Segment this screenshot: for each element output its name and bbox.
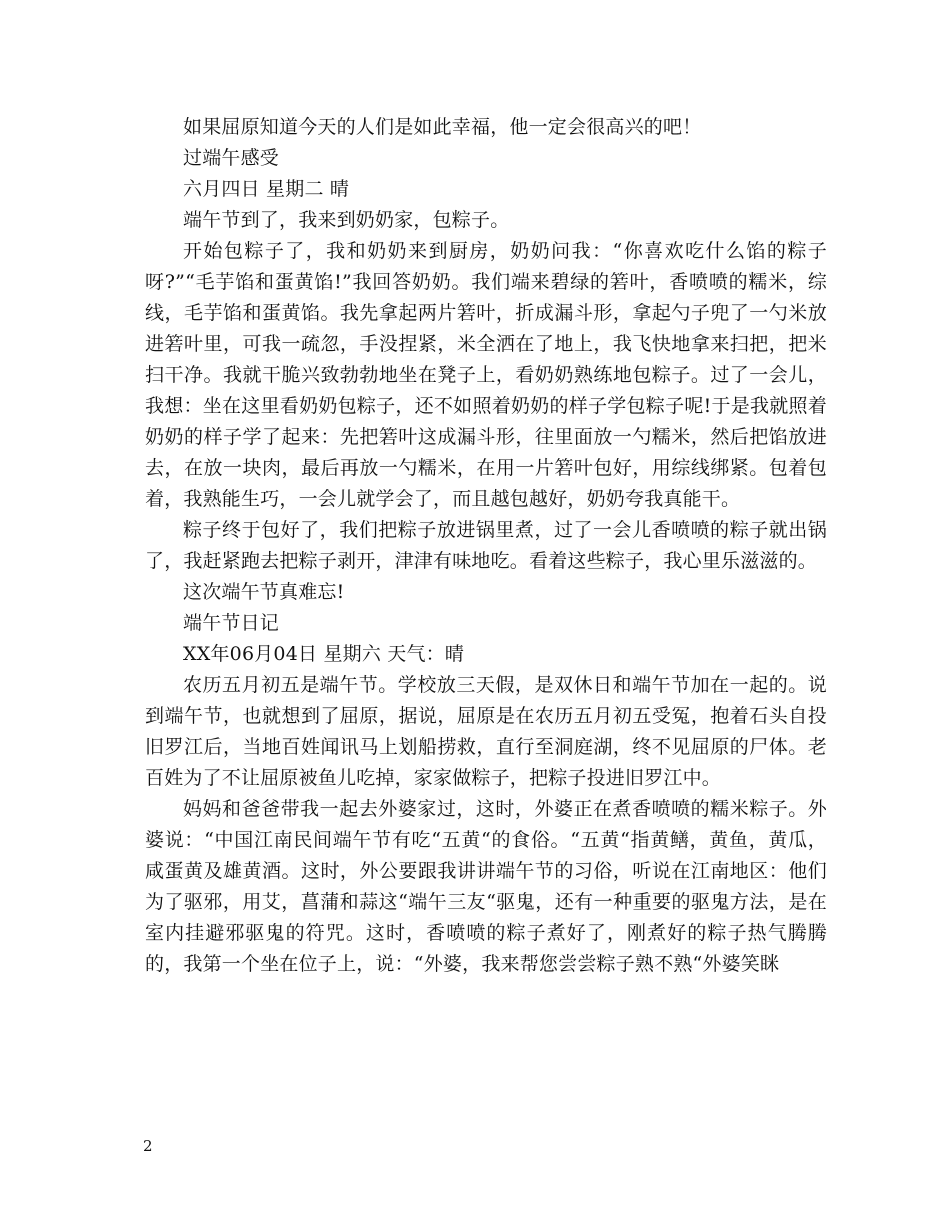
paragraph-cooking-zongzi: 粽子终于包好了，我们把粽子放进锅里煮，过了一会儿香喷喷的粽子就出锅了，我赶紧跑去把粽子剥开，津津有味地吃。看着这些粽子，我心里乐滋滋的。 [145, 519, 827, 572]
section-title-feelings: 过端午感受 [183, 147, 280, 169]
paragraph-closing-line: 如果屈原知道今天的人们是如此幸福，他一定会很高兴的吧！ [183, 116, 702, 138]
paragraph-intro: 端午节到了，我来到奶奶家，包粽子。 [183, 209, 510, 231]
paragraph-making-zongzi: 开始包粽子了，我和奶奶来到厨房，奶奶问我：“你喜欢吃什么馅的粽子呀?”“毛芋馅和蛋黄馅!”我回答奶奶。我们端来碧绿的箬叶，香喷喷的糯米，综线，毛芋馅和蛋黄馅。我先拿起两片箬叶，折成漏斗形，拿起勺子兜了一勺米放进箬叶里，可我一疏忽，手没捏紧，米全洒在了地上，我飞快地拿来扫把，把米扫干净。我就干脆兴致勃勃地坐在凳子上，看奶奶熟练地包粽子。过了一会儿，我想：坐在这里看奶奶包粽子，还不如照着奶奶的样子学包粽子呢!于是我就照着奶奶的样子学了起来：先把箬叶这成漏斗形，往里面放一勺糯米，然后把馅放进去，在放一块肉，最后再放一勺糯米，在用一片箬叶包好，用综线绑紧。包着包着，我熟能生巧，一会儿就学会了，而且越包越好，奶奶夸我真能干。 [145, 240, 827, 510]
diary-date-line: 六月四日 星期二 晴 [183, 178, 350, 200]
paragraph-memorable: 这次端午节真难忘! [183, 581, 345, 603]
diary-date-line-2: XX年06月04日 星期六 天气：晴 [183, 643, 465, 665]
paragraph-qu-yuan: 农历五月初五是端午节。学校放三天假，是双休日和端午节加在一起的。说到端午节，也就想到了屈原，据说，屈原是在农历五月初五受冤，抱着石头自投旧罗江后，当地百姓闻讯马上划船捞救，直行至洞庭湖，终不见屈原的尸体。老百姓为了不让屈原被鱼儿吃掉，家家做粽子，把粽子投进旧罗江中。 [145, 674, 827, 789]
paragraph-grandma-house: 妈妈和爸爸带我一起去外婆家过，这时，外婆正在煮香喷喷的糯米粽子。外婆说：“中国江南民间端午节有吃“五黄“的食俗。“五黄“指黄鳝，黄鱼，黄瓜，咸蛋黄及雄黄酒。这时，外公要跟我讲讲端午节的习俗，听说在江南地区：他们为了驱邪，用艾，菖蒲和蒜这“端午三友“驱鬼，还有一种重要的驱鬼方法，是在室内挂避邪驱鬼的符咒。这时，香喷喷的粽子煮好了，刚煮好的粽子热气腾腾的，我第一个坐在位子上，说：“外婆，我来帮您尝尝粽子熟不熟“外婆笑眯 [145, 798, 827, 975]
document-body [145, 112, 827, 980]
page-number: 2 [143, 1137, 153, 1155]
section-title-diary: 端午节日记 [183, 612, 280, 634]
